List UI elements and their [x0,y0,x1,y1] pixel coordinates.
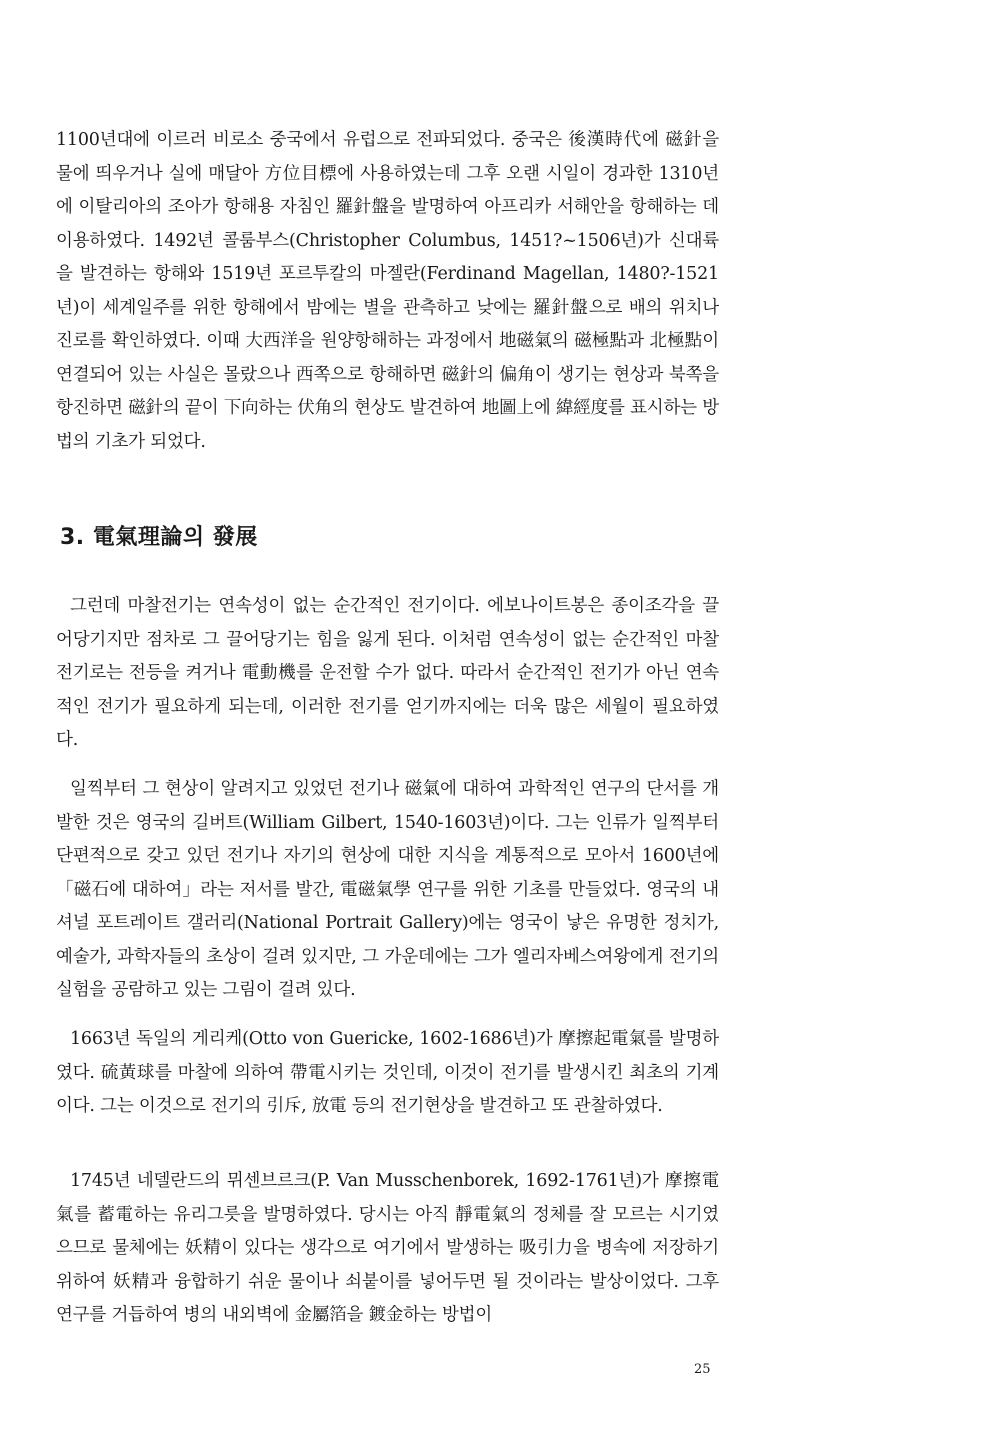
section-heading: 3. 電氣理論의 發展 [60,525,258,550]
paragraph-musschenbroek: 1745년 네델란드의 뮈센브르크(P. Van Musschenborek, 1692-1761년)가 摩擦電氣를 蓄電하는 유리그릇을 발명하였다. 당시는 아직 靜電氣의 정체를 잘 모르는 시기였으므로 물체에는 妖精이 있다는 생각으로 여기에서 발생하는 吸引力을 병속에 저장하기 위하여 妖精과 융합하기 쉬운 물이나 쇠붙이를 넣어두면 될 것이라는 발상이었다. 그후 연구를 거듭하여 병의 내외벽에 金屬箔을 鍍金하는 방법이 [56,1171,719,1325]
page-number: 25 [694,1362,711,1377]
paragraph-magnetic-compass-history: 1100년대에 이르러 비로소 중국에서 유럽으로 전파되었다. 중국은 後漢時代에 磁針을 물에 띄우거나 실에 매달아 方位目標에 사용하였는데 그후 오랜 시일이 경과한 1310년에 이탈리아의 조아가 항해용 자침인 羅針盤을 발명하여 아프리카 서해안을 항해하는 데 이용하였다. 1492년 콜룸부스(Christopher Columbus, 1451?~1506년)가 신대륙을 발견하는 항해와 1519년 포르투칼의 마젤란(Ferdinand Magellan, 1480?-1521년)이 세계일주를 위한 항해에서 밤에는 별을 관측하고 낮에는 羅針盤으로 배의 위치나 진로를 확인하였다. 이때 大西洋을 원양항해하는 과정에서 地磁氣의 磁極點과 北極點이 연결되어 있는 사실은 몰랐으나 西쪽으로 항해하면 磁針의 偏角이 생기는 현상과 북쪽을 항진하면 磁針의 끝이 下向하는 伏角의 현상도 발견하여 地圖上에 緯經度를 표시하는 방법의 기초가 되었다. [56,130,719,452]
paragraph-gilbert: 일찍부터 그 현상이 알려지고 있었던 전기나 磁氣에 대하여 과학적인 연구의 단서를 개발한 것은 영국의 길버트(William Gilbert, 1540-1603년)이다. 그는 인류가 일찍부터 단편적으로 갖고 있던 전기나 자기의 현상에 대한 지식을 계통적으로 모아서 1600년에 「磁石에 대하여」라는 저서를 발간, 電磁氣學 연구를 위한 기초를 만들었다. 영국의 내셔널 포트레이트 갤러리(National Portrait Gallery)에는 영국이 낳은 유명한 정치가, 예술가, 과학자들의 초상이 걸려 있지만, 그 가운데에는 그가 엘리자베스여왕에게 전기의 실험을 공람하고 있는 그림이 걸려 있다. [56,779,719,1000]
paragraph-guericke: 1663년 독일의 게리케(Otto von Guericke, 1602-1686년)가 摩擦起電氣를 발명하였다. 硫黃球를 마찰에 의하여 帶電시키는 것인데, 이것이 전기를 발생시킨 최초의 기계이다. 그는 이것으로 전기의 引斥, 放電 등의 전기현상을 발견하고 또 관찰하였다. [56,1029,719,1116]
paragraph-frictional-electricity: 그런데 마찰전기는 연속성이 없는 순간적인 전기이다. 에보나이트봉은 종이조각을 끌어당기지만 점차로 그 끌어당기는 힘을 잃게 된다. 이처럼 연속성이 없는 순간적인 마찰전기로는 전등을 켜거나 電動機를 운전할 수가 없다. 따라서 순간적인 전기가 아닌 연속적인 전기가 필요하게 되는데, 이러한 전기를 얻기까지에는 더욱 많은 세월이 필요하였다. [56,596,719,750]
